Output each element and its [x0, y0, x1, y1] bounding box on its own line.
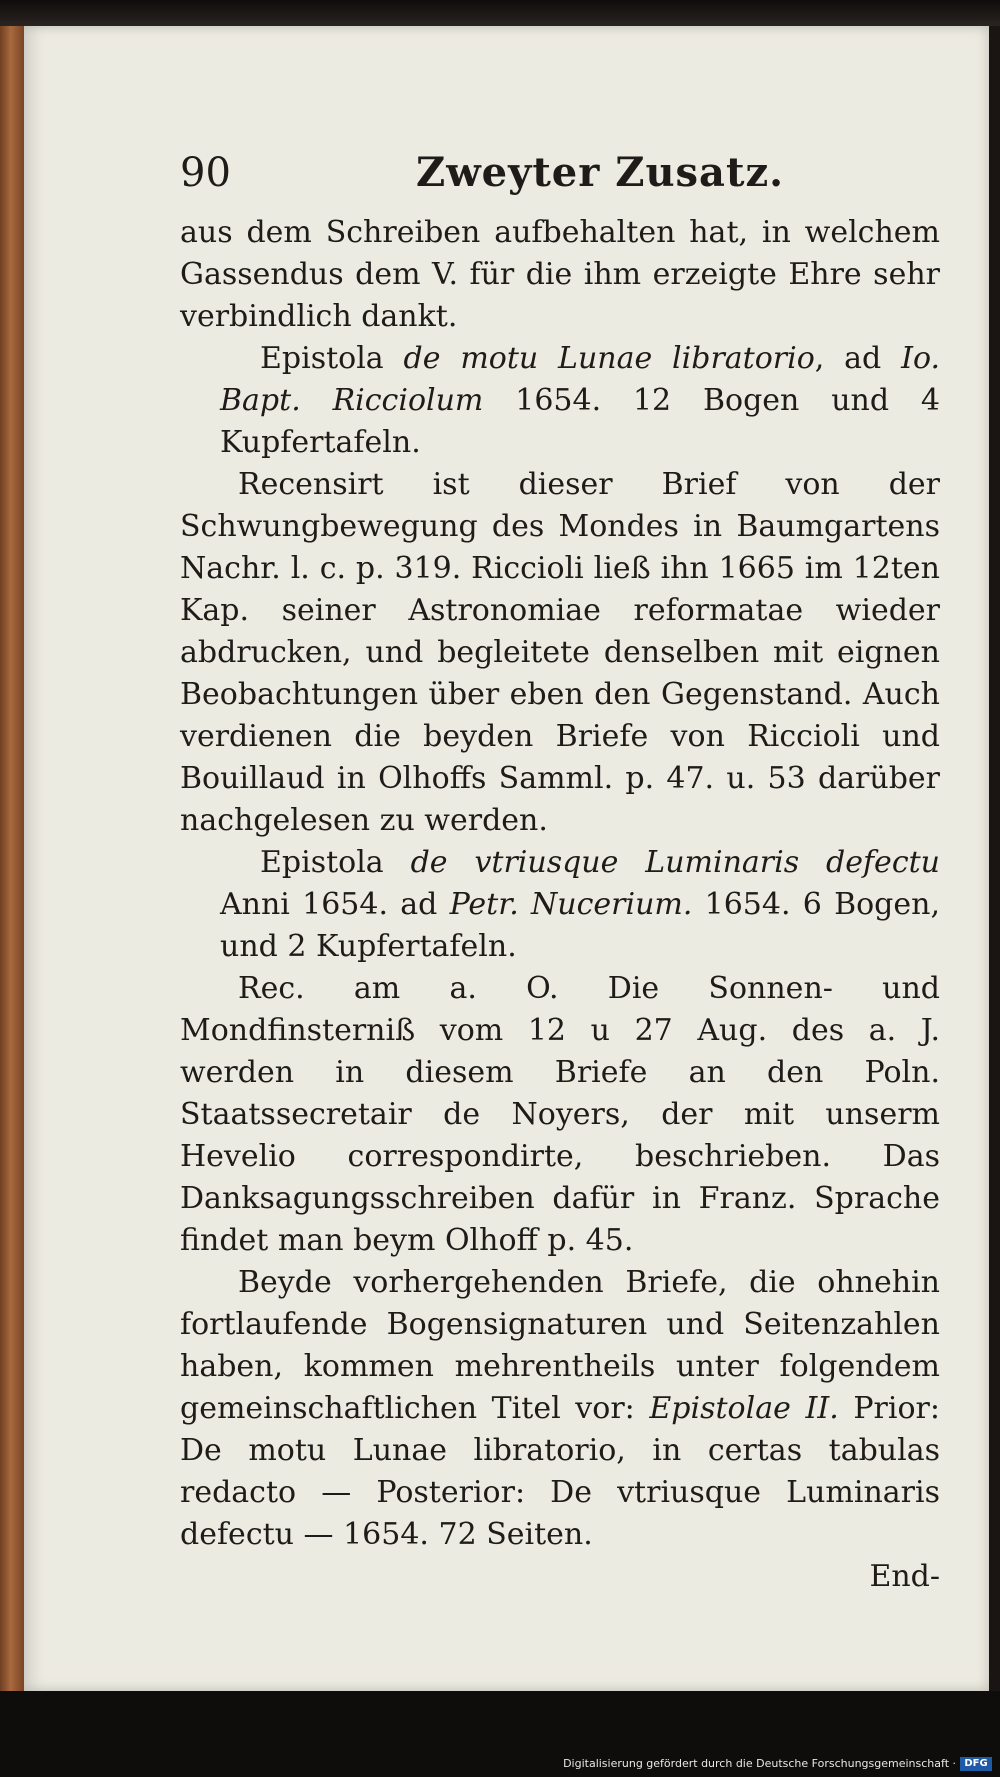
book-page — [24, 26, 989, 1691]
combined-title-italic: Epistolae II. — [649, 1391, 839, 1426]
entry-text: Anni 1654. ad — [220, 887, 450, 922]
bibliographic-entry-1 — [180, 338, 940, 464]
paragraph-text: Beyde vorhergehenden Briefe, die ohnehin fortlaufende Bogensignaturen und Seitenzahlen haben, kommen mehrentheils unter folgendem gemeinschaftlichen Titel vor: — [180, 1265, 940, 1426]
entry-text: 1654. 12 Bogen und 4 Kupfertafeln. — [220, 383, 940, 460]
paragraph-text: Prior: De motu Lunae libratorio, in certas tabulas redacto — Posterior: De vtriusque Luminaris defectu — 1654. 72 Seiten. — [180, 1391, 941, 1552]
scan-top-border — [0, 0, 1000, 26]
paragraph-continuation: aus dem Schreiben aufbehalten hat, in welchem Gassendus dem V. für die ihm erzeigte Ehre sehr verbindlich dankt. — [180, 215, 940, 334]
paragraph-review-2: Rec. am a. O. Die Sonnen- und Mondfinsterniß vom 12 u 27 Aug. des a. J. werden in diesem Briefe an den Poln. Staatssecretair de Noyers, der mit unserm Hevelio correspondirte, beschrieben. Das Danksagungsschreiben dafür in Franz. Sprache findet man beym Olhoff p. 45. — [180, 971, 940, 1258]
entry-title-italic: de vtriusque Luminaris defectu — [410, 845, 940, 880]
running-head — [180, 146, 940, 212]
page-number: 90 — [180, 150, 231, 196]
book-page-edges — [0, 26, 24, 1691]
catchword: End- — [869, 1559, 940, 1594]
dfg-logo: DFG — [960, 1757, 992, 1771]
bibliographic-entry-2 — [180, 842, 940, 968]
paragraph-combined-title — [180, 1262, 940, 1556]
paragraph-review-1: Recensirt ist dieser Brief von der Schwungbewegung des Mondes in Baumgartens Nachr. l. c. p. 319. Riccioli ließ ihn 1665 im 12ten Kap. seiner Astronomiae reformatae wieder abdrucken, und begleitete denselben mit eignen Beobachtungen über eben den Gegenstand. Auch verdienen die beyden Briefe von Riccioli und Bouillaud in Olhoffs Samml. p. 47. u. 53 darüber nachgelesen zu werden. — [180, 467, 940, 838]
entry-recipient-italic: Io. Bapt. Ricciolum — [220, 341, 941, 418]
entry-title-italic: de motu Lunae libratorio — [403, 341, 815, 376]
running-title: Zweyter Zusatz. — [416, 149, 785, 196]
entry-text: Epistola — [260, 341, 404, 376]
page-text-block — [180, 146, 940, 1598]
entry-text: Epistola — [260, 845, 411, 880]
entry-text: , ad — [814, 341, 902, 376]
entry-text: 1654. 6 Bogen, und 2 Kupfertafeln. — [220, 887, 940, 964]
entry-recipient-italic: Petr. Nucerium. — [449, 887, 693, 922]
digitization-credit: Digitalisierung gefördert durch die Deutsche Forschungsgemeinschaft · — [563, 1757, 956, 1770]
